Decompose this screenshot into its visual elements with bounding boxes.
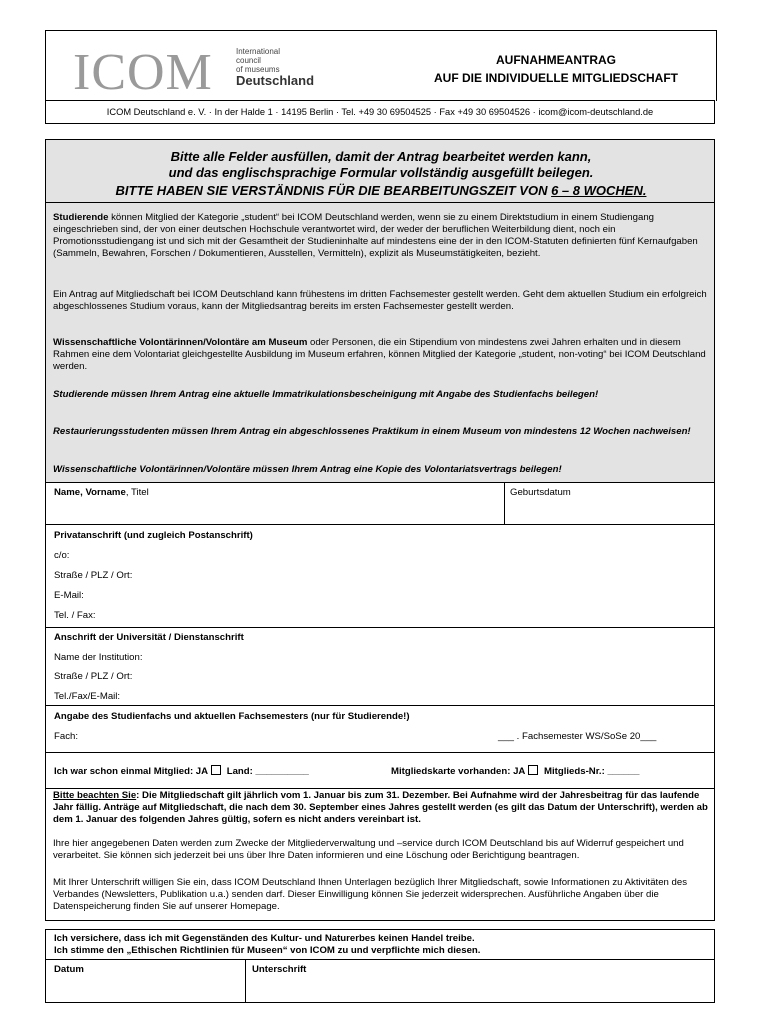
private-address-row [45, 525, 715, 628]
processing-time-weeks: 6 – 8 WOCHEN. [551, 183, 647, 198]
name-label-bold: Name, Vorname [54, 487, 126, 498]
logo-sub-line: International [236, 47, 281, 56]
logo-sub-line: of museums [236, 65, 280, 74]
info-heading-3 [46, 183, 716, 198]
contact-line: ICOM Deutschland e. V. · In der Halde 1 · 14195 Berlin · Tel. +49 30 69504525 · Fax +49 30 69504526 · icom@icom-deutschland.de [45, 100, 715, 124]
volunteers-paragraph [53, 337, 708, 373]
volunteers-text: oder Personen, die ein Stipendium von mindestens zwei Jahren erhalten und in diesem Rahmen eine dem Volontariat gleichgestellte Ausbildung im Museum erfahren, können Mitglied der Kategorie „student, non-voting“ bei ICOM Deutschland werden. [53, 337, 706, 372]
signature-label: Unterschrift [252, 964, 307, 975]
letterhead [45, 30, 717, 101]
university-address-row [45, 628, 715, 706]
processing-time-text: BITTE HABEN SIE VERSTÄNDNIS FÜR DIE BEARBEITUNGSZEIT VON [115, 183, 552, 198]
signature-row [45, 960, 715, 1003]
name-label-rest: , Titel [125, 487, 149, 498]
info-heading-2: und das englischsprachige Formular vollständig ausgefüllt beilegen. [168, 165, 594, 180]
notice-label: Bitte beachten Sie [53, 790, 137, 801]
students-text: können Mitglied der Kategorie „student“ bei ICOM Deutschland werden, wenn sie zu einem Direktstudium in einem Studiengang eingeschrieben sind, der von einer deutschen Hochschule verantwortet wird, der weder der beruflichen Weiterbildung dient, noch ein Promotionsstudiengang ist und sich mit der Gesamtheit der Studieninhalte auf mindestens eine der in den ICOM-Statuten definierten fünf Kernaufgaben (Sammeln, Bewahren, Forschen / Dokumentieren, Ausstellen, Vermitteln), explizit als Museumstätigkeiten, bezieht. [53, 212, 698, 259]
name-field[interactable] [54, 497, 499, 521]
icom-logo: ICOM [73, 44, 213, 101]
member-before-checkbox[interactable] [211, 765, 221, 775]
divider [46, 202, 714, 203]
previous-membership-row [45, 753, 715, 789]
date-label: Datum [54, 964, 84, 975]
membership-card [391, 765, 639, 777]
university-address-heading: Anschrift der Universität / Dienstanschrift [54, 632, 244, 643]
logo-country: Deutschland [236, 73, 315, 88]
form-subtitle: AUF DIE INDIVIDUELLE MITGLIEDSCHAFT [434, 71, 678, 85]
column-divider [245, 960, 246, 1002]
students-term: Studierende [53, 212, 109, 223]
internship-notice: Restaurierungsstudenten müssen Ihrem Antrag ein abgeschlossenes Praktikum in einem Museum von mindestens 12 Wochen nachweisen! [53, 426, 691, 437]
logo-subtitle [236, 47, 280, 74]
notice-row [45, 789, 715, 921]
info-heading-1: Bitte alle Felder ausfüllen, damit der Antrag bearbeitet werden kann, [170, 149, 592, 164]
country-field[interactable]: Land: __________ [226, 766, 309, 777]
card-label: Mitgliedskarte vorhanden: JA [391, 766, 526, 777]
study-row [45, 706, 715, 753]
phone-fax-field[interactable]: Tel. / Fax: [54, 610, 96, 621]
membership-terms [53, 790, 708, 826]
trade-declaration: Ich versichere, dass ich mit Gegenständen des Kultur- und Naturerbes keinen Handel treibe. [54, 933, 475, 944]
card-checkbox[interactable] [528, 765, 538, 775]
form-title: AUFNAHMEANTRAG [496, 53, 616, 67]
consent-text: Mit Ihrer Unterschrift willigen Sie ein, dass ICOM Deutschland Ihnen Unterlagen bezüglich Ihrer Mitgliedschaft, sowie Informationen zu Aktivitäten des Verbandes (Newsletters, Publikation u.a.) senden darf. Dieser Einwilligung können Sie jederzeit widersprechen. Ausführliche Angaben über die Datenspeicherung finden Sie auf unserer Homepage. [53, 877, 688, 912]
private-address-heading: Privatanschrift (und zugleich Postanschrift) [54, 530, 253, 541]
institution-field[interactable]: Name der Institution: [54, 652, 143, 663]
ethics-declaration: Ich stimme den „Ethischen Richtlinien für Museen“ von ICOM zu und verpflichte mich diesen. [54, 945, 481, 956]
contract-notice: Wissenschaftliche Volontärinnen/Volontäre müssen Ihrem Antrag eine Kopie des Volontariatsvertrags beilegen! [53, 464, 562, 475]
private-street-field[interactable]: Straße / PLZ / Ort: [54, 570, 133, 581]
volunteers-term: Wissenschaftliche Volontärinnen/Volontäre am Museum [53, 337, 308, 348]
birthdate-field[interactable] [510, 497, 705, 521]
birthdate-label: Geburtsdatum [510, 487, 571, 498]
students-paragraph [53, 212, 708, 260]
declaration-row [45, 929, 715, 960]
application-paragraph: Ein Antrag auf Mitgliedschaft bei ICOM Deutschland kann frühestens im dritten Fachsemester gestellt werden. Geht dem aktuellen Studium ein erfolgreich abgeschlossenes Studium voraus, kann der Mitgliedsantrag bereits im ersten Fachsemester gestellt werden. [53, 289, 707, 312]
member-before-label: Ich war schon einmal Mitglied: JA [54, 766, 209, 777]
terms-text: : Die Mitgliedschaft gilt jährlich vom 1. Januar bis zum 31. Dezember. Bei Aufnahme wird der Jahresbeitrag für das laufende Jahr fällig. Anträge auf Mitgliedschaft, die nach dem 30. September eines Jahres gestellt werden (es gilt das Datum der Unterschrift), werden ab dem 1. Januar des folgenden Jahres gültig, sofern es nicht anders vereinbart ist. [53, 790, 708, 825]
signature-field[interactable] [252, 976, 707, 998]
data-privacy-text: Ihre hier angegebenen Daten werden zum Zwecke der Mitgliederverwaltung und –service durch ICOM Deutschland bis auf Widerruf gespeichert und verarbeitet. Sie können sich jederzeit bei uns über Ihre Daten informieren und eine Löschung oder Berichtigung beantragen. [53, 838, 684, 861]
co-field[interactable]: c/o: [54, 550, 70, 561]
institution-street-field[interactable]: Straße / PLZ / Ort: [54, 671, 133, 682]
enrollment-notice: Studierende müssen Ihrem Antrag eine aktuelle Immatrikulationsbescheinigung mit Angabe des Studienfachs beilegen! [53, 389, 599, 400]
institution-contact-field[interactable]: Tel./Fax/E-Mail: [54, 691, 121, 702]
subject-field[interactable]: Fach: [54, 731, 78, 742]
info-box [45, 139, 715, 483]
study-heading: Angabe des Studienfachs und aktuellen Fachsemesters (nur für Studierende!) [54, 711, 410, 722]
email-field[interactable]: E-Mail: [54, 590, 84, 601]
previous-membership [54, 765, 309, 777]
date-field[interactable] [54, 976, 239, 998]
member-number-field[interactable]: Mitglieds-Nr.: ______ [544, 766, 640, 777]
semester-field[interactable]: ___ . Fachsemester WS/SoSe 20___ [498, 731, 657, 742]
column-divider [504, 483, 505, 524]
name-row [45, 483, 715, 525]
logo-sub-line: council [236, 56, 261, 65]
